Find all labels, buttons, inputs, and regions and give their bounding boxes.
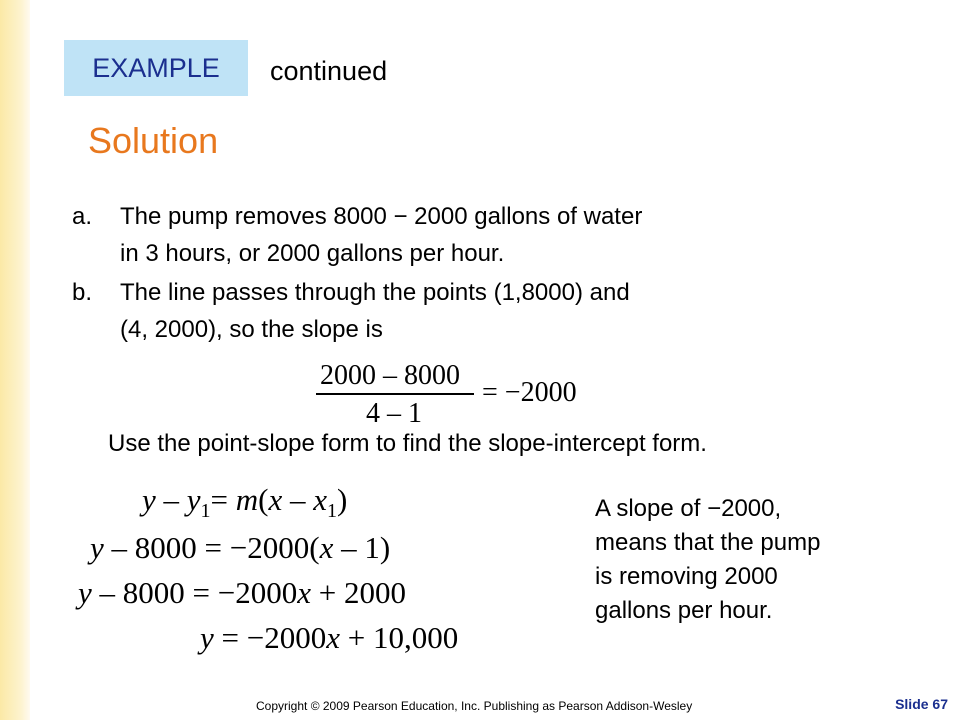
eq3-var-y: y bbox=[200, 620, 214, 655]
eq2-middle: – 8000 = −2000 bbox=[99, 575, 298, 610]
side-note-line-1: A slope of −2000, bbox=[595, 495, 782, 522]
list-item-a-text bbox=[120, 198, 860, 272]
side-note-line-4: gallons per hour. bbox=[595, 597, 773, 624]
eq3-var-x: x bbox=[326, 620, 340, 655]
eq3-end: + 10,000 bbox=[347, 620, 459, 655]
point-slope-instruction: Use the point-slope form to find the slope-intercept form. bbox=[108, 430, 707, 457]
list-item-a-line-2: in 3 hours, or 2000 gallons per hour. bbox=[120, 240, 505, 267]
eq2-var-x: x bbox=[297, 575, 311, 610]
eq3-middle: = −2000 bbox=[221, 620, 327, 655]
list-marker-b: b. bbox=[72, 279, 93, 306]
list-item-b-line-2: (4, 2000), so the slope is bbox=[120, 316, 383, 343]
list-item-b-text bbox=[120, 274, 860, 348]
solution-heading: Solution bbox=[88, 120, 219, 161]
copyright-footer: Copyright © 2009 Pearson Education, Inc. Publishing as Pearson Addison-Wesley bbox=[256, 699, 693, 713]
eq-var-x: x bbox=[268, 482, 283, 517]
eq-rparen: ) bbox=[337, 482, 348, 517]
equation-step-1 bbox=[90, 530, 390, 566]
list-item-b-line-1: The line passes through the points (1,8000) and bbox=[120, 279, 630, 306]
eq-minus-2: – bbox=[290, 482, 306, 517]
eq-equals: = bbox=[210, 482, 229, 517]
equation-slope-intercept-result bbox=[200, 620, 458, 656]
fraction-result: = −2000 bbox=[482, 377, 577, 408]
eq2-var-y: y bbox=[78, 575, 92, 610]
eq-var-y1: y bbox=[186, 482, 201, 517]
eq-lparen: ( bbox=[258, 482, 269, 517]
continued-label: continued bbox=[270, 56, 388, 86]
slide-number: Slide 67 bbox=[895, 696, 948, 712]
side-note-line-2: means that the pump bbox=[595, 529, 821, 556]
fraction-denominator: 4 – 1 bbox=[366, 398, 422, 429]
eq-var-x1: x bbox=[313, 482, 328, 517]
slope-fraction bbox=[312, 360, 602, 430]
eq1-var-x: x bbox=[319, 530, 334, 565]
slope-interpretation-note bbox=[595, 492, 925, 628]
eq-sub-1: 1 bbox=[200, 500, 211, 523]
fraction-bar bbox=[316, 393, 474, 395]
eq1-middle: – 8000 = −2000( bbox=[111, 530, 320, 565]
fraction-numerator: 2000 – 8000 bbox=[320, 360, 460, 391]
side-note-line-3: is removing 2000 bbox=[595, 563, 778, 590]
eq-var-m: m bbox=[235, 482, 259, 517]
equation-point-slope-general bbox=[142, 482, 347, 523]
eq-sub-1b: 1 bbox=[327, 500, 338, 523]
eq-minus: – bbox=[163, 482, 180, 517]
equation-step-2 bbox=[78, 575, 406, 611]
list-item-a-line-1: The pump removes 8000 − 2000 gallons of water bbox=[120, 203, 643, 230]
example-badge-label: EXAMPLE bbox=[92, 52, 220, 83]
list-marker-a: a. bbox=[72, 203, 93, 230]
example-badge bbox=[64, 40, 248, 96]
left-decorative-band bbox=[0, 0, 30, 720]
eq-var-y: y bbox=[142, 482, 156, 517]
eq1-var-y: y bbox=[90, 530, 104, 565]
eq1-end: – 1) bbox=[341, 530, 391, 565]
eq2-end: + 2000 bbox=[318, 575, 406, 610]
